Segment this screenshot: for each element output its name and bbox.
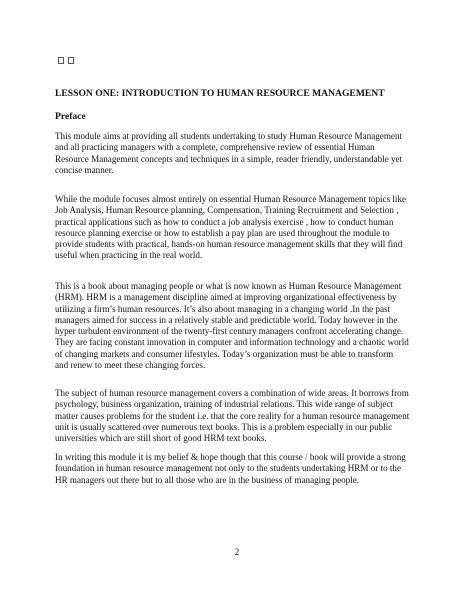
paragraph-line: provide students with practical, hands-on human resource management skills that they will find <box>55 239 403 250</box>
paragraph-3 <box>55 281 425 371</box>
paragraph-4 <box>55 388 425 444</box>
paragraph-line: practical applications such as how to conduct a job analysis exercise , how to conduct human <box>55 216 394 227</box>
paragraph-line: unit is usually scattered over numerous text books. This is a problem especially in our public <box>55 421 393 432</box>
paragraph-line: matter causes problems for the student i.e. that the core reality for a human resource management <box>55 410 410 421</box>
paragraph-line: concise manner. <box>55 164 114 175</box>
paragraph-line: (HRM). HRM is a management discipline aimed at improving organizational effectiveness by <box>55 292 397 303</box>
paragraph-line: Resource Management concepts and techniques in a simple, reader friendly, understandable yet <box>55 153 403 164</box>
paragraph-line: In writing this module it is my belief & hope though that this course / book will provide a strong <box>55 452 406 462</box>
paragraph-line: While the module focuses almost entirely on essential Human Resource Management topics like <box>55 194 407 204</box>
lesson-title: LESSON ONE: INTRODUCTION TO HUMAN RESOURCE MANAGEMENT <box>55 88 385 99</box>
paragraph-line: HR managers out there but to all those who are in the business of managing people. <box>55 474 360 485</box>
paragraph-line: This is a book about managing people or what is now known as Human Resource Management <box>55 281 402 291</box>
paragraph-line: This module aims at providing all students undertaking to study Human Resource Management <box>55 131 403 141</box>
paragraph-line: Job Analysis, Human Resource planning, Compensation, Training Recruitment and Selection , <box>55 205 399 216</box>
paragraph-line: They are facing constant innovation in computer and information technology and a chaotic world <box>55 337 409 348</box>
paragraph-line: resource planning exercise or how to establish a pay plan are used throughout the module to <box>55 227 390 238</box>
paragraph-line: and all practicing managers with a complete, comprehensive review of essential Human <box>55 142 375 153</box>
paragraph-line: useful when practicing in the real world. <box>55 250 203 261</box>
paragraph-line: The subject of human resource management covers a combination of wide areas. It borrows from <box>55 388 409 398</box>
paragraph-1 <box>55 131 425 176</box>
checkbox-glyph-1 <box>58 57 64 64</box>
paragraph-5 <box>55 452 425 486</box>
paragraph-line: and renew to meet these changing forces. <box>55 360 206 371</box>
paragraph-2 <box>55 194 425 262</box>
section-heading: Preface <box>55 111 86 122</box>
paragraph-line: hyper turbulent environment of the twenty-first century managers confront accelerating change. <box>55 326 404 337</box>
checkbox-glyphs <box>58 57 74 64</box>
paragraph-line: foundation in human resource management not only to the students undertaking HRM or to the <box>55 463 401 474</box>
paragraph-line: managers aimed for success in a relatively stable and predictable world. Today however in the <box>55 314 398 325</box>
checkbox-glyph-2 <box>68 57 74 64</box>
page-number: 2 <box>234 547 240 557</box>
paragraph-line: utilizing a firm’s human resources. It’s also about managing in a changing world .In the past <box>55 303 391 314</box>
paragraph-line: of changing markets and consumer lifestyles. Today’s organization must be able to transform <box>55 348 394 359</box>
paragraph-line: psychology, business organization, training of industrial relations. This wide range of subject <box>55 399 394 410</box>
paragraph-line: universities which are still short of good HRM text books. <box>55 433 267 444</box>
